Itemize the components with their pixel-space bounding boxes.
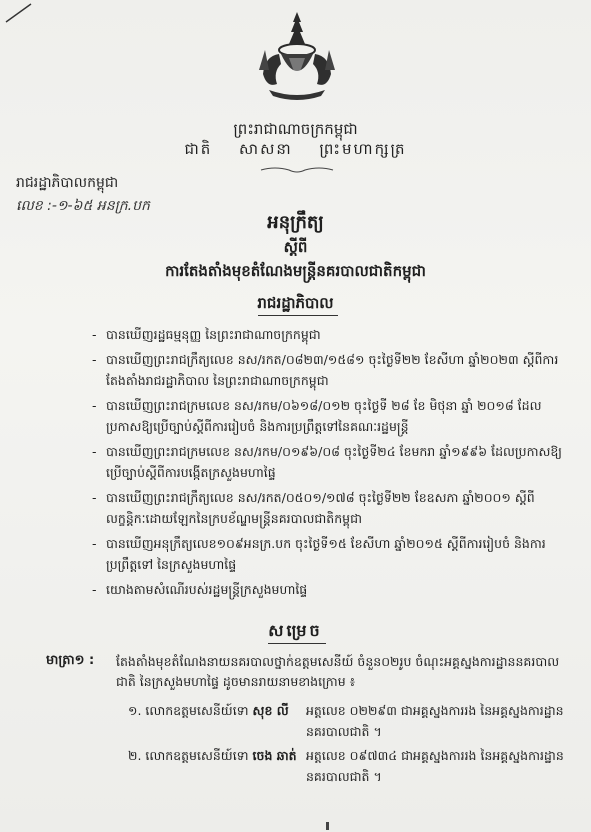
appointee-row [128,700,568,739]
government-heading-underline [258,315,338,316]
list-item: - បានឃើញព្រះរាជក្រមលេខ នស/រកម/០៦១៨/០១២ ចុះថ្ងៃទី ២៨ ខែ មិថុនា ឆ្នាំ ២០១៨ ដែលប្រកាសឱ្យប្រើច្បាប់ស្តីពីការរៀបចំ និងការប្រព្រឹត្តទៅនៃគណៈរដ្ឋមន្ត្រី [92,395,572,437]
list-item: - បានឃើញព្រះរាជក្រមលេខ នស/រកម/០១៩៦/០៨ ចុះថ្ងៃទី២៤ ខែមករា ឆ្នាំ១៩៩៦ ដែលប្រកាសឱ្យប្រើច្បាប់ស្តីពីការបង្កើតក្រសួងមហាផ្ទៃ [92,441,572,483]
appointee-position: អត្តលេខ ០២២៩៣ ជាអគ្គស្នងការរង នៃអគ្គស្នងការដ្ឋាននគរបាលជាតិ ។ [306,703,564,739]
national-motto [0,140,591,162]
page-mark [326,822,329,830]
regarding-label: ស្តីពី [283,238,308,256]
government-heading: រាជរដ្ឋាភិបាល [257,294,334,312]
article-1-label: មាត្រា១ : [46,653,95,668]
appointee-rank: ១. លោកឧត្តមសេនីយ៍ទោ [128,703,249,718]
list-item: - បានឃើញរដ្ឋធម្មនុញ្ញ នៃព្រះរាជាណាចក្រកម្ពុជា [92,324,572,345]
pen-stroke-mark [4,2,34,24]
motto-nation: ជាតិ [184,140,213,158]
appointee-row [128,745,568,784]
list-item: - បានឃើញព្រះរាជក្រឹត្យលេខ នស/រកត/០៨២៣/១៥៨១ ចុះថ្ងៃទី២២ ខែសីហា ឆ្នាំ២០២៣ ស្តីពីការតែងតាំងរាជរដ្ឋាភិបាល នៃព្រះរាជាណាចក្រកម្ពុជា [92,349,572,391]
document-type-title: អនុក្រឹត្យ [267,212,324,233]
appointee-name: ចេង ឆាត់ [252,748,297,763]
ornament-divider [255,165,339,175]
motto-religion: សាសនា [239,140,293,158]
decides-heading: សម្រេច [268,621,323,640]
issuing-office: រាជរដ្ឋាភិបាលកម្ពុជា [16,175,119,191]
recitals-list [92,324,572,604]
motto-king: ព្រះមហាក្សត្រ [319,140,407,158]
decree-subject: ការតែងតាំងមុខតំណែងមន្ត្រីនគរបាលជាតិកម្ពុជា [165,262,426,280]
kingdom-title: ព្រះរាជាណាចក្រកម្ពុជា [233,120,358,138]
article-1-text: តែងតាំងមុខតំណែងនាយនគរបាលថ្នាក់ឧត្តមសេនីយ៍ ចំនួន០២រូប ចំណុះអគ្គស្នងការដ្ឋាននគរបាលជាតិ នៃក្រសួងមហាផ្ទៃ ដូចមានរាយនាមខាងក្រោម ៖ [116,654,560,689]
list-item: - យោងតាមសំណើរបស់រដ្ឋមន្ត្រីក្រសួងមហាផ្ទៃ [92,579,572,600]
list-item: - បានឃើញព្រះរាជក្រឹត្យលេខ នស/រកត/០៥០១/១៧៨ ចុះថ្ងៃទី២២ ខែឧសភា ឆ្នាំ២០០១ ស្តីពីលក្ខន្តិកៈដោយឡែកនៃក្របខ័ណ្ឌមន្ត្រីនគរបាលជាតិកម្ពុជា [92,487,572,529]
list-item: - បានឃើញអនុក្រឹត្យលេខ១០៩អនក្រ.បក ចុះថ្ងៃទី១៥ ខែសីហា ឆ្នាំ២០១៥ ស្តីពីការរៀបចំ និងការប្រព្រឹត្តទៅ នៃក្រសួងមហាផ្ទៃ [92,533,572,575]
document-number: លេខ :-១-៦៥ អនក្រ.បក [16,198,150,214]
royal-arms-emblem [255,10,339,100]
appointee-position: អត្តលេខ ០៩៧៣៤ ជាអគ្គស្នងការរង នៃអគ្គស្នងការដ្ឋាននគរបាលជាតិ ។ [306,748,564,784]
appointee-name: សុខ លី [252,703,289,718]
appointee-rank: ២. លោកឧត្តមសេនីយ៍ទោ [128,748,249,763]
decides-heading-underline [268,643,326,644]
